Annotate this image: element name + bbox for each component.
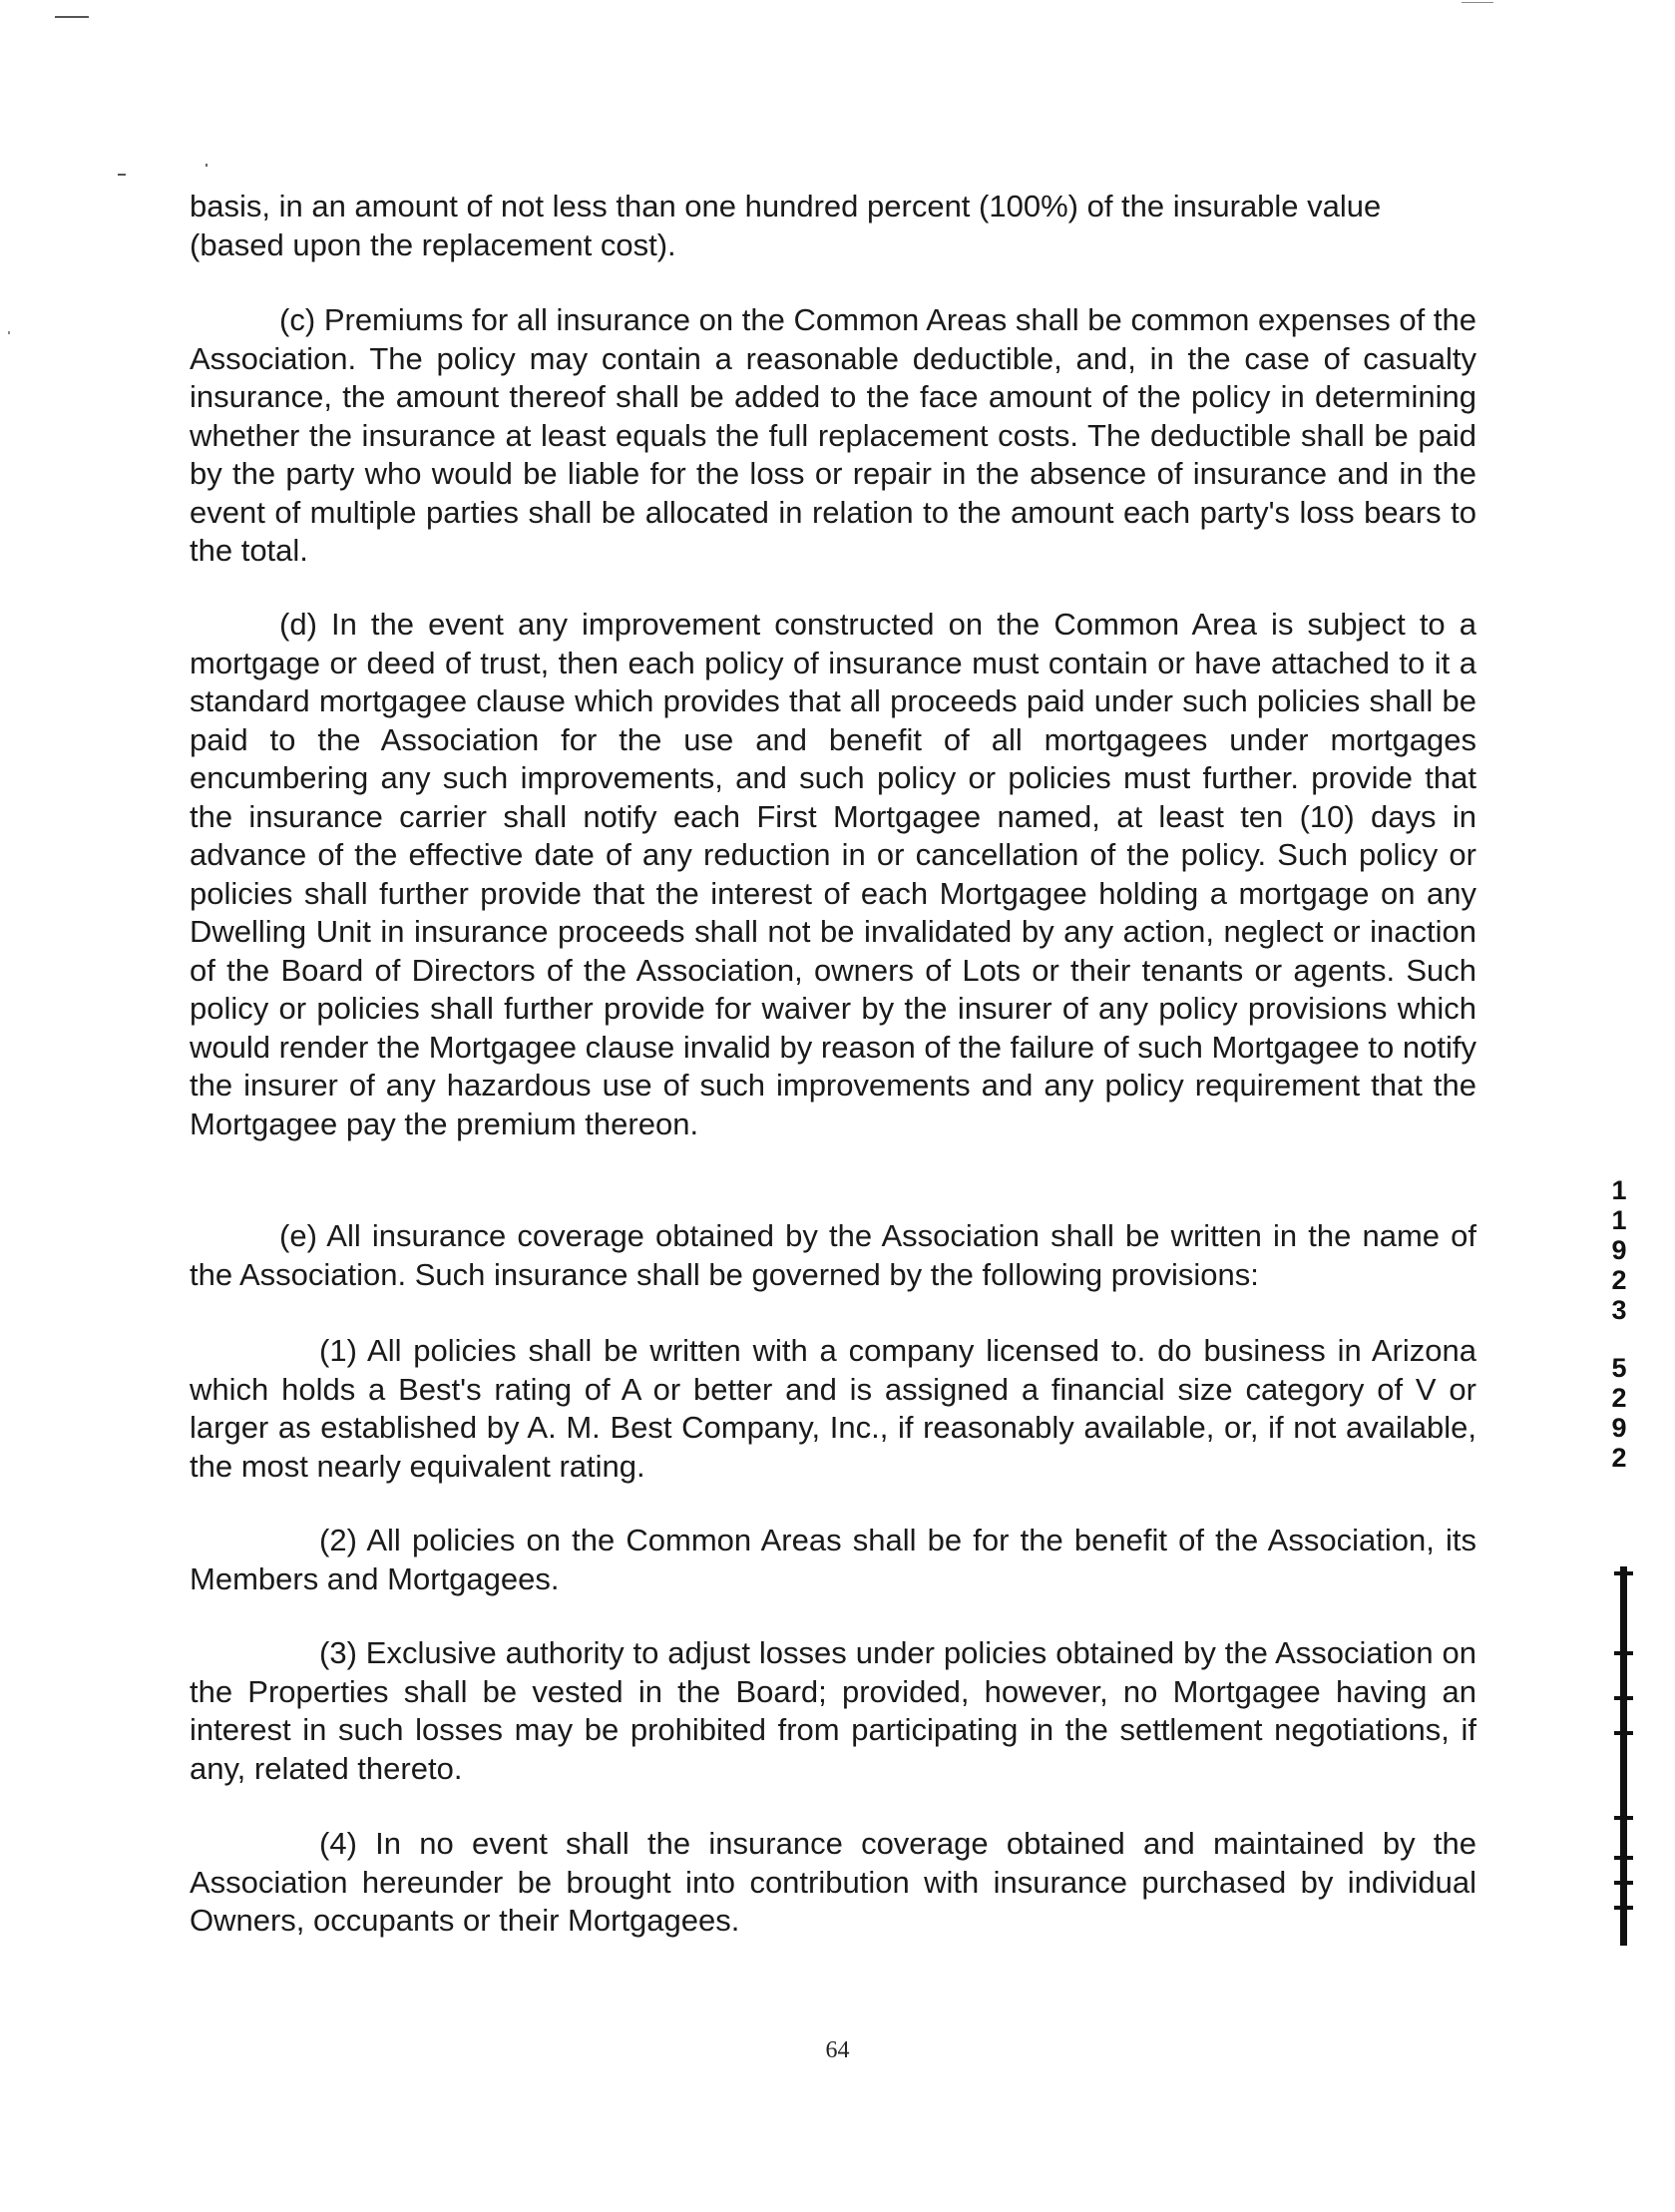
scan-artifact-left-dash: [118, 174, 126, 176]
recording-digit: 5: [1611, 1353, 1627, 1383]
barcode-tick: [1614, 1571, 1633, 1575]
recording-digit: 2: [1611, 1265, 1627, 1295]
provision-1: (1) All policies shall be written with a company licensed to. do business in Arizona which holds a Best's rating of A or better and is assigned a financial size category of V or larger as established by A. M. Best Company, Inc., if reasonably available, or, if not available, the most nearly equivalent rating.: [190, 1333, 1476, 1484]
paragraph-e: (e) All insurance coverage obtained by the Association shall be written in the name of the Association. Such insurance shall be governed by the following provisions:: [190, 1218, 1476, 1292]
recording-digit: 9: [1611, 1235, 1627, 1265]
barcode-tick: [1614, 1651, 1633, 1655]
recording-digit: 9: [1611, 1413, 1627, 1443]
recording-digit: 3: [1611, 1295, 1627, 1325]
recording-digit: 2: [1611, 1443, 1627, 1473]
barcode-tick: [1614, 1816, 1633, 1820]
barcode-tick: [1614, 1731, 1633, 1735]
scan-artifact-top-right: [1462, 2, 1493, 3]
barcode-tick: [1614, 1906, 1633, 1910]
paragraph-c: (c) Premiums for all insurance on the Common Areas shall be common expenses of the Association. The policy may contain a reasonable deductible, and, in the case of casualty insurance, the amount thereof shall be added to the face amount of the policy in determining whether the insurance at least equals the full replacement costs. The deductible shall be paid by the party who would be liable for the loss or repair in the absence of insurance and in the event of multiple parties shall be allocated in relation to the amount each party's loss bears to the total.: [190, 302, 1476, 568]
provision-4: (4) In no event shall the insurance coverage obtained and maintained by the Association hereunder be brought into contribution with insurance purchased by individual Owners, occupants or their Mortgagees.: [190, 1826, 1476, 1938]
recording-digit: 1: [1611, 1205, 1627, 1235]
paragraph-d: (d) In the event any improvement constructed on the Common Area is subject to a mortgage or deed of trust, then each policy of insurance must contain or have attached to it a standard mortgagee clause which provides that all proceeds paid under such policies shall be paid to the Association for the use and benefit of all mortgagees under mortgages encumbering any such improvements, and such policy or policies must further. provide that the insurance carrier shall notify each First Mortgagee named, at least ten (10) days in advance of the effective date of any reduction in or cancellation of the policy. Such policy or policies shall further provide that the interest of each Mortgagee holding a mortgage on any Dwelling Unit in insurance proceeds shall not be invalidated by any action, neglect or inaction of the Board of Directors of the Association, owners of Lots or their tenants or agents. Such policy or policies shall further provide for waiver by the insurer of any policy provisions which would render the Mortgagee clause invalid by reason of the failure of such Mortgagee to notify the insurer of any hazardous use of such improvements and any policy requirement that the Mortgagee pay the premium thereon.: [190, 607, 1476, 1141]
barcode-tick: [1614, 1696, 1633, 1700]
margin-barcode-bar: [1620, 1566, 1627, 1946]
barcode-tick: [1614, 1856, 1633, 1860]
page-number: 64: [825, 2037, 850, 2063]
scan-artifact-top-left: [55, 16, 89, 18]
recording-number-stamp: [1604, 1175, 1634, 1473]
paragraph-basis: basis, in an amount of not less than one hundred percent (100%) of the insurable value (based upon the replacement cost).: [190, 189, 1382, 262]
recording-digit: 2: [1611, 1383, 1627, 1413]
provision-3: (3) Exclusive authority to adjust losses under policies obtained by the Association on the Properties shall be vested in the Board; provided, however, no Mortgagee having an interest in such losses may be prohibited from participating in the settlement negotiations, if any, related thereto.: [190, 1635, 1476, 1786]
recording-digit: 1: [1611, 1175, 1627, 1205]
provision-2: (2) All policies on the Common Areas shall be for the benefit of the Association, its Members and Mortgagees.: [190, 1523, 1476, 1596]
scan-artifact-left-dot: [8, 331, 10, 334]
recording-gap: [1604, 1325, 1634, 1353]
scan-artifact-dot: [206, 164, 208, 167]
barcode-tick: [1614, 1881, 1633, 1885]
